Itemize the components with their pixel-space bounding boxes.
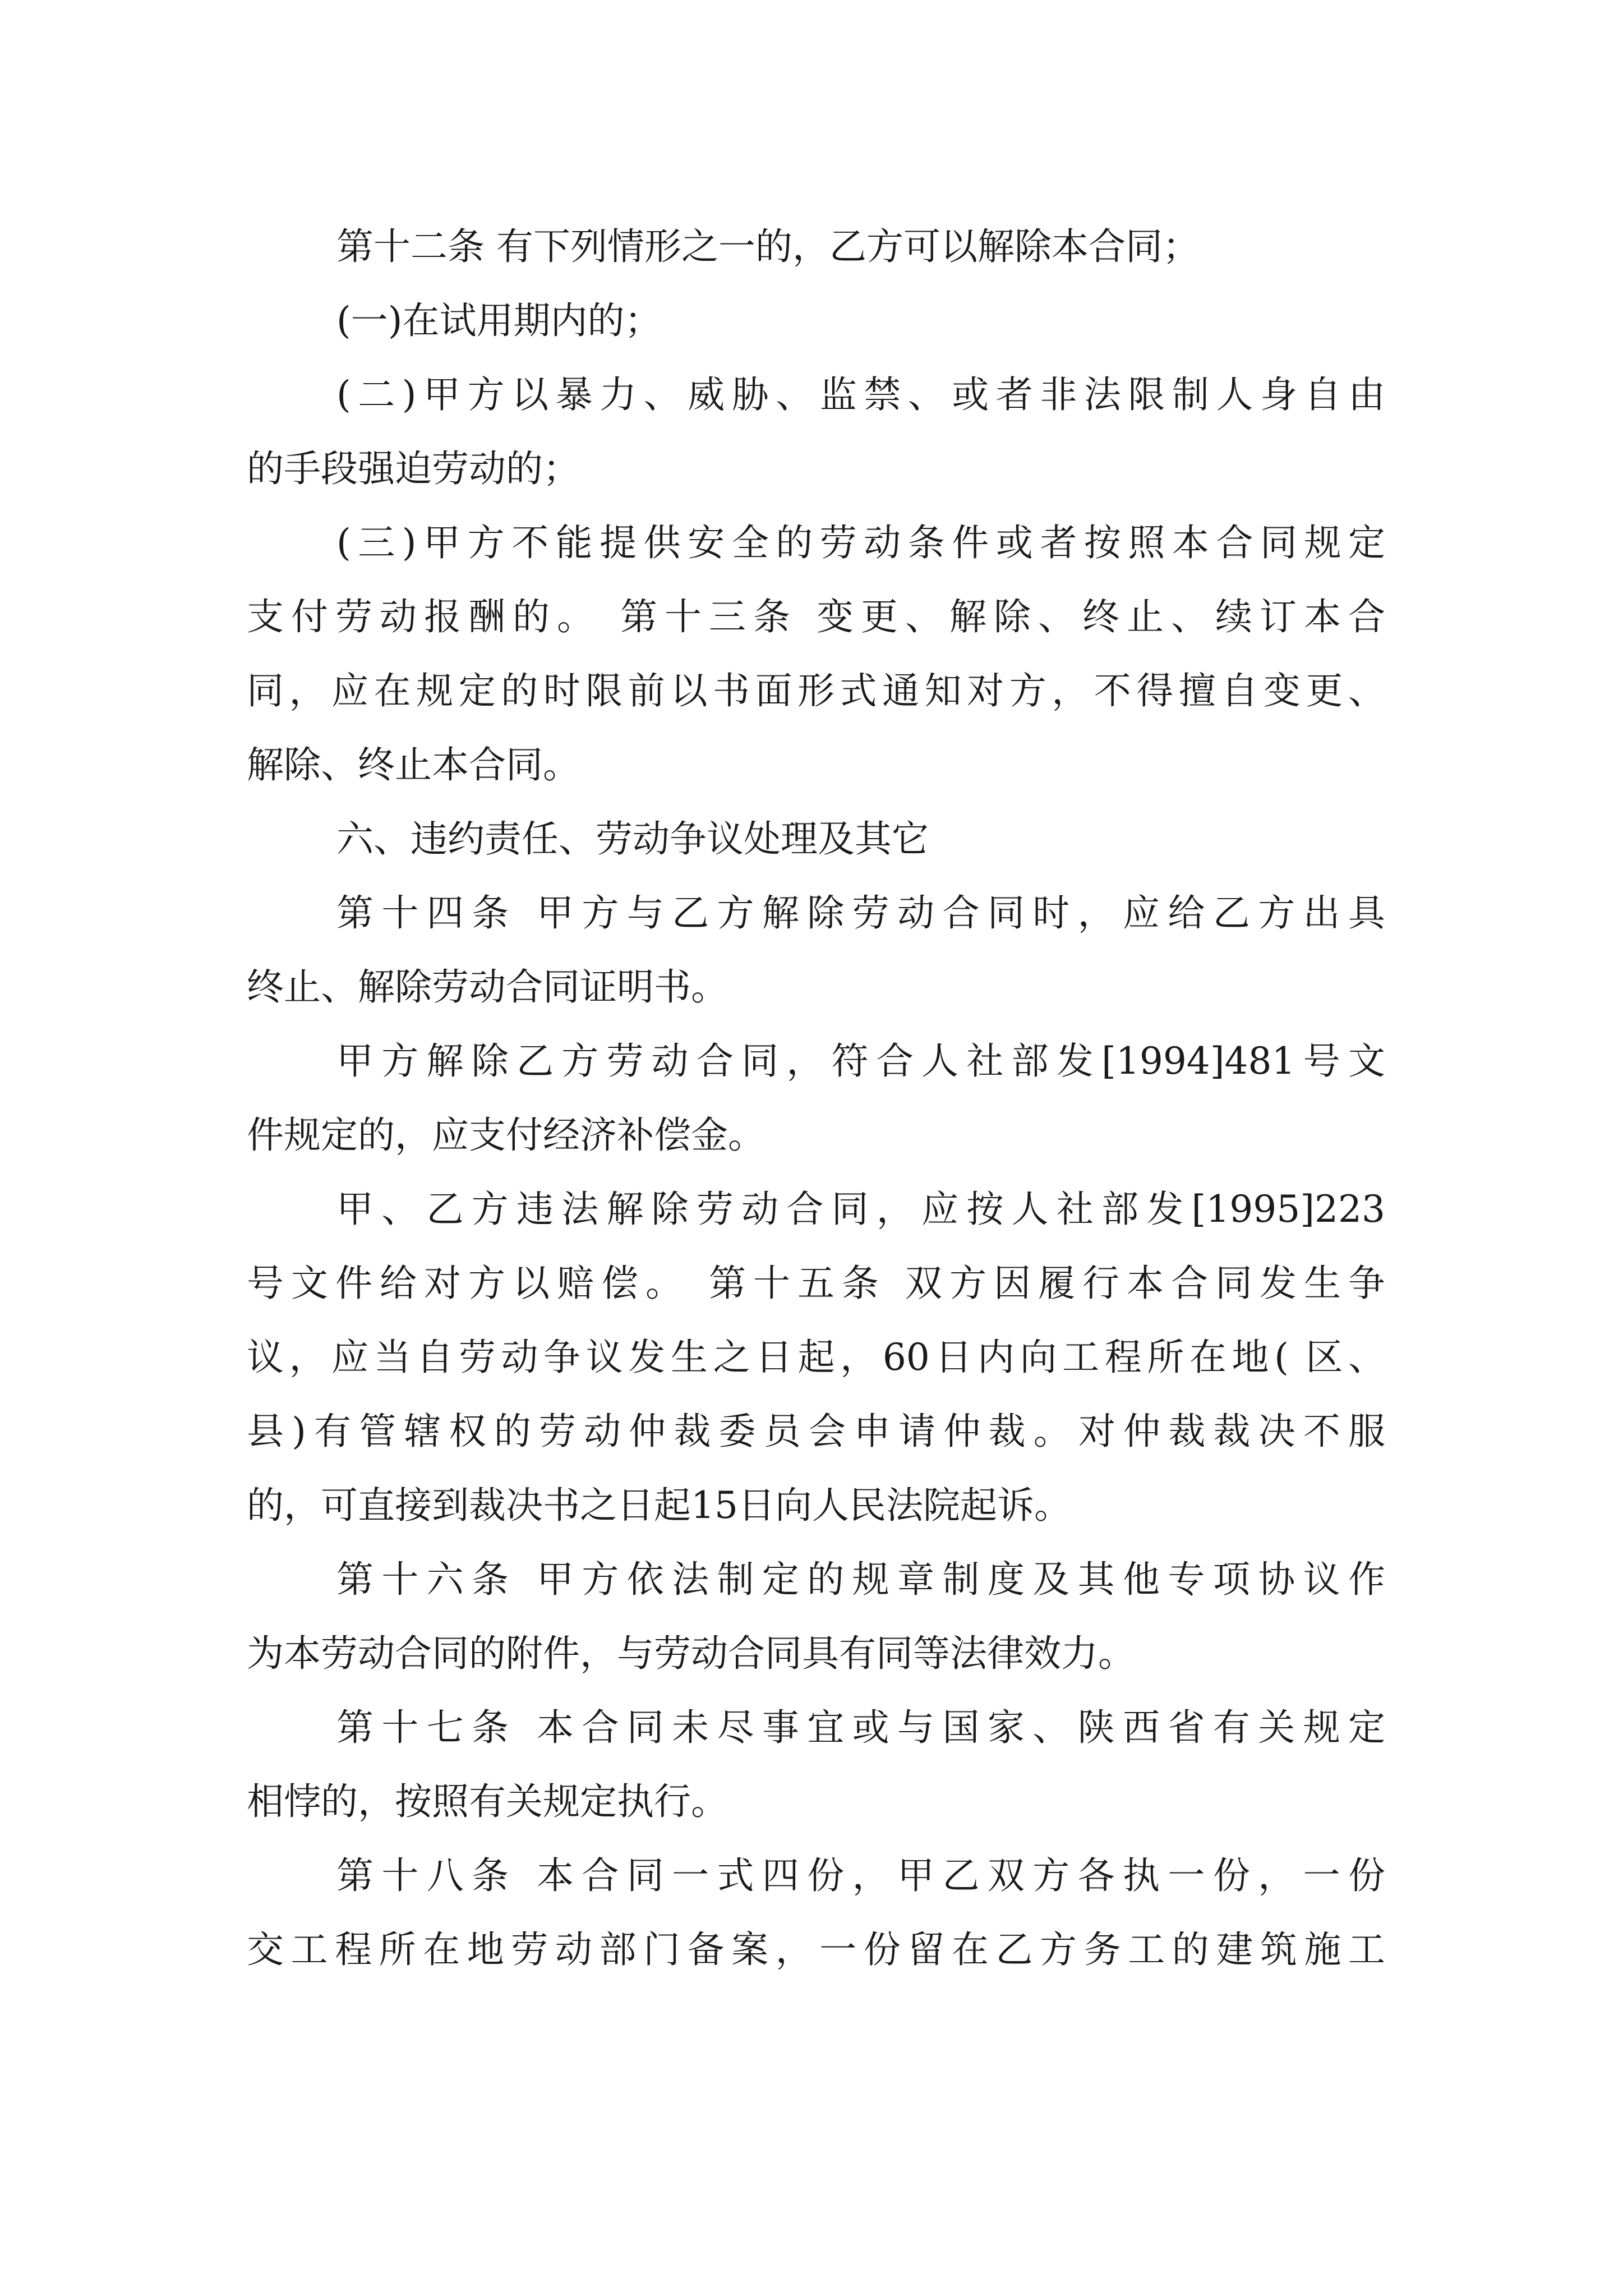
text-line: (三)甲方不能提供安全的劳动条件或者按照本合同规定 [336, 521, 1385, 564]
text-line: 第十四条 甲方与乙方解除劳动合同时，应给乙方出具 [336, 891, 1385, 935]
text-line: 件规定的，应支付经济补偿金。 [247, 1114, 765, 1157]
text-line: 支付劳动报酬的。 第十三条 变更、解除、终止、续订本合 [247, 595, 1385, 638]
text-line: 的手段强迫劳动的； [247, 447, 580, 490]
text-line: 甲、乙方违法解除劳动合同，应按人社部发[1995]223 [336, 1188, 1385, 1231]
text-line: 县)有管辖权的劳动仲裁委员会申请仲裁。对仲裁裁决不服 [247, 1410, 1385, 1453]
text-line: 第十八条 本合同一式四份，甲乙双方各执一份，一份 [336, 1854, 1385, 1897]
text-line: 号文件给对方以赔偿。 第十五条 双方因履行本合同发生争 [247, 1262, 1385, 1305]
section-heading: 六、违约责任、劳动争议处理及其它 [336, 817, 929, 861]
text-line: 甲方解除乙方劳动合同，符合人社部发[1994]481号文 [336, 1039, 1385, 1083]
text-line: 相悖的，按照有关规定执行。 [247, 1780, 728, 1823]
text-line: 第十六条 甲方依法制定的规章制度及其他专项协议作 [336, 1558, 1385, 1601]
text-line: (二)甲方以暴力、威胁、监禁、或者非法限制人身自由 [336, 373, 1385, 416]
text-line: 第十二条 有下列情形之一的，乙方可以解除本合同； [336, 225, 1200, 268]
text-line: 终止、解除劳动合同证明书。 [247, 965, 728, 1009]
text-line: (一)在试用期内的； [336, 299, 662, 342]
text-line: 为本劳动合同的附件，与劳动合同具有同等法律效力。 [247, 1632, 1135, 1675]
text-line: 解除、终止本合同。 [247, 743, 580, 786]
text-line: 的，可直接到裁决书之日起15日向人民法院起诉。 [247, 1484, 1071, 1527]
text-line: 同，应在规定的时限前以书面形式通知对方，不得擅自变更、 [247, 669, 1385, 712]
text-line: 第十七条 本合同未尽事宜或与国家、陕西省有关规定 [336, 1706, 1385, 1749]
text-line: 议，应当自劳动争议发生之日起，60日内向工程所在地( 区、 [247, 1336, 1385, 1379]
text-line: 交工程所在地劳动部门备案，一份留在乙方务工的建筑施工 [247, 1928, 1385, 1971]
